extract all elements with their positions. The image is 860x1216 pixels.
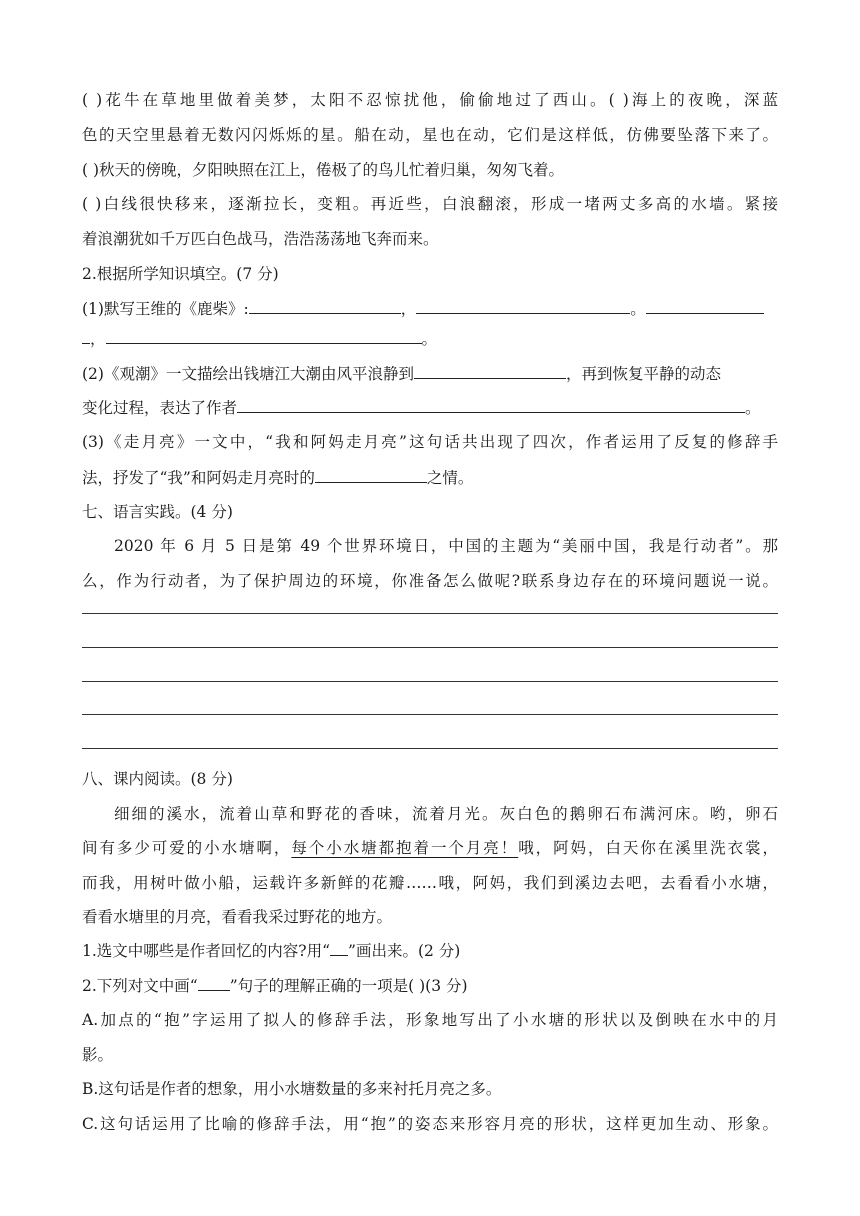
option-b[interactable]: B.这句话是作者的想象，用小水塘数量的多来衬托月亮之多。 [82,1080,502,1098]
writing-line[interactable] [82,748,778,749]
answer-bracket[interactable]: ( ) [82,91,103,109]
section7-heading: 七、语言实践。(4 分) [82,503,233,521]
match-text: 秋天的傍晚，夕阳映照在江上，倦极了的鸟儿忙着归巢，匆匆飞着。 [99,161,565,179]
answer-bracket[interactable]: ( ) [82,161,100,179]
q2-heading: 2.根据所学知识填空。(7 分) [82,265,279,283]
match-item-1 [82,88,778,112]
fill-blank[interactable] [414,361,566,379]
fill-blank[interactable] [249,296,401,314]
writing-line[interactable] [82,714,778,715]
option-c[interactable]: C.这句话运用了比喻的修辞手法，用“抱”的姿态来形容月亮的形状，这样更加生动、形象。 [82,1115,778,1133]
q2-part2: (2)《观潮》一文描绘出钱塘江大潮由风平浪静到 ，再到恢复平静的动态 [82,361,778,386]
underline-sample [198,976,230,991]
match-text: 花牛在草地里做着美梦，太阳不忍惊扰他，偷偷地过了西山。 [102,91,609,109]
fill-blank[interactable] [106,326,422,344]
match-item-3 [82,192,778,216]
writing-line[interactable] [82,647,778,648]
q2-part3: (3)《走月亮》一文中，“我和阿妈走月亮”这句话共出现了四次，作者运用了反复的修辞手 [82,433,778,451]
match-item-3-cont: 着浪潮犹如千万匹白色战马，浩浩荡荡地飞奔而来。 [82,230,439,248]
q2-part3-cont: 法，抒发了“我”和阿妈走月亮时的 之情。 [82,465,778,490]
section7-prompt-line1: 2020 年 6 月 5 日是第 49 个世界环境日，中国的主题为“美丽中国，我是行动者”。那 [114,537,778,555]
writing-line[interactable] [82,613,778,614]
match-item-1-cont: 色的天空里悬着无数闪闪烁烁的星。船在动，星也在动，它们是这样低，仿佛要坠落下来了。 [82,126,778,144]
match-item-2 [82,158,778,182]
match-text: 海上的夜晚，深蓝 [628,91,778,109]
section8-heading: 八、课内阅读。(8 分) [82,770,233,788]
section7-prompt-line2: 么，作为行动者，为了保护周边的环境，你准备怎么做呢?联系身边存在的环境问题说一说。 [82,572,778,590]
q2-part1: (1)默写王维的《鹿柴》: ， 。 [82,296,778,321]
q2-part1-cont: ， 。 [82,326,778,351]
underlined-sentence: 每个小水塘都抱着一个月亮！ [291,839,519,857]
underline-sample [330,941,348,956]
match-text: 白线很快移来，逐渐拉长，变粗。再近些，白浪翻滚，形成一堵两丈多高的水墙。紧接 [101,195,778,213]
writing-line[interactable] [82,681,778,682]
option-a-cont: 影。 [82,1046,114,1064]
reading-passage-line1: 细细的溪水，流着山草和野花的香味，流着月光。灰白色的鹅卵石布满河床。哟，卵石 [114,805,778,823]
reading-q2: 2.下列对文中画“ ”句子的理解正确的一项是( )(3 分) [82,977,468,995]
fill-blank[interactable] [315,465,427,483]
fill-blank[interactable] [237,395,745,413]
reading-passage-line4: 看看水塘里的月亮，看看我采过野花的地方。 [82,908,393,926]
reading-q1: 1.选文中哪些是作者回忆的内容?用“ ”画出来。(2 分) [82,942,461,960]
reading-passage-line2: 间有多少可爱的小水塘啊，每个小水塘都抱着一个月亮！哦，阿妈，白天你在溪里洗衣裳， [82,839,778,857]
fill-blank[interactable] [646,296,764,314]
fill-blank[interactable] [82,326,90,344]
option-a[interactable]: A.加点的“抱”字运用了拟人的修辞手法，形象地写出了小水塘的形状以及倒映在水中的月 [82,1011,778,1029]
fill-blank[interactable] [416,296,630,314]
q2-part2-cont: 变化过程，表达了作者 。 [82,395,778,420]
reading-passage-line3: 而我，用树叶做小船，运载许多新鲜的花瓣……哦，阿妈，我们到溪边去吧，去看看小水塘， [82,874,778,892]
answer-bracket[interactable]: ( ) [82,195,102,213]
answer-bracket[interactable]: ( ) [608,91,629,109]
